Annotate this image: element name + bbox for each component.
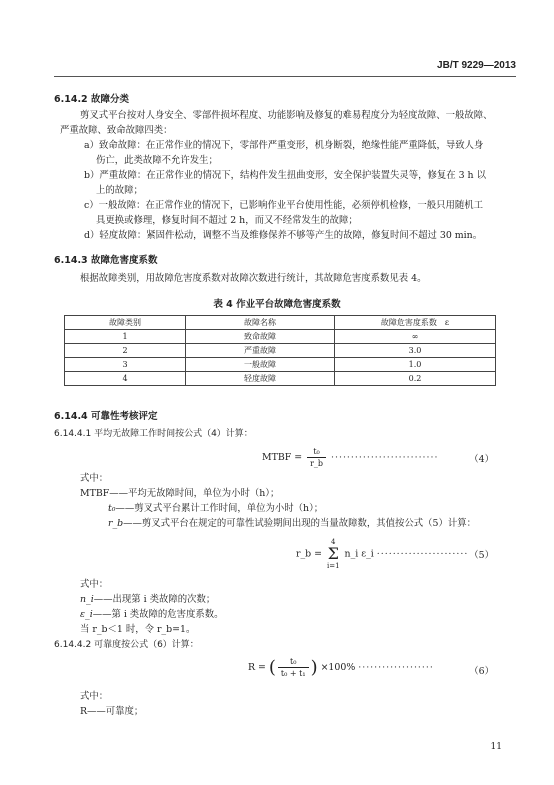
sum-upper: 4 [331, 538, 336, 546]
table-row [65, 372, 496, 386]
list-item-a: a）致命故障：在正常作业的情况下，零部件严重变形，机身断裂，绝缘性能严重降低，导致人身 [84, 140, 484, 151]
leader-dots: ··························· [331, 452, 439, 463]
table-cell: 3 [65, 358, 186, 372]
left-paren: ( [268, 657, 276, 678]
subsection-heading-6-14-4-1: 6.14.4.1 平均无故障工作时间按公式（4）计算： [54, 429, 253, 439]
formula-tail: ×100% [320, 662, 356, 673]
condition-note: 当 r_b＜1 时，令 r_b=1。 [80, 624, 196, 635]
equation-number: （6） [469, 666, 494, 677]
table-caption: 表 4 作业平台故障危害度系数 [213, 299, 341, 310]
standard-number: JB/T 9229—2013 [437, 60, 516, 71]
table-row [65, 344, 496, 358]
paragraph-line: 根据故障类别，用故障危害度系数对故障次数进行统计，其故障危害度系数见表 4。 [80, 273, 427, 284]
paragraph-line: 严重故障、致命故障四类： [60, 125, 173, 136]
leader-dots: ··················· [358, 662, 434, 673]
formula-body: n_i ε_i [344, 548, 374, 560]
fraction-numerator: t₀ [278, 656, 309, 668]
formula-fraction [307, 446, 326, 469]
table-cell: 1.0 [335, 358, 496, 372]
definition-t0 [108, 502, 323, 516]
section-heading-6-14-3: 6.14.3 故障危害度系数 [54, 255, 158, 266]
definition-mtbf: MTBF——平均无故障时间，单位为小时（h）； [80, 488, 280, 499]
equation-number: （5） [469, 550, 494, 561]
section-heading-6-14-2: 6.14.2 故障分类 [54, 94, 129, 105]
symbol-ni: n_i [80, 594, 94, 605]
page-number: 11 [490, 742, 502, 752]
list-item-c: c）一般故障：在正常作业的情况下，已影响作业平台使用性能，必须停机检修，一般只用随机工 [84, 200, 484, 211]
symbol-t0: t₀ [108, 503, 116, 514]
definition-text: ——第 i 类故障的危害度系数。 [92, 609, 224, 620]
formula-lhs: MTBF = [262, 452, 303, 463]
header-rule [54, 76, 516, 77]
table-cell: 3.0 [335, 344, 496, 358]
sum-lower: i=1 [327, 562, 340, 570]
table-cell: 0.2 [335, 372, 496, 386]
table-cell: 4 [65, 372, 186, 386]
table-cell: 致命故障 [186, 330, 335, 344]
table-cell: 轻度故障 [186, 372, 335, 386]
definition-ei [80, 608, 224, 622]
table-cell: 一般故障 [186, 358, 335, 372]
definition-r: R——可靠度； [80, 706, 144, 717]
table-cell: 1 [65, 330, 186, 344]
definition-text: ——剪叉式平台累计工作时间，单位为小时（h）； [115, 503, 324, 514]
formula-reliability [248, 656, 434, 679]
right-paren: ) [310, 657, 318, 678]
table-header-row [65, 316, 496, 330]
subsection-heading-6-14-4-2: 6.14.4.2 可靠度按公式（6）计算： [54, 640, 199, 650]
column-header: 故障类别 [65, 316, 186, 330]
fraction-denominator: t₀ + t₁ [280, 669, 306, 678]
paragraph-line: 剪叉式平台按对人身安全、零部件损坏程度、功能影响及修复的难易程度分为轻度故障、一般故障、 [80, 110, 493, 121]
formula-fraction [278, 656, 309, 679]
fraction-denominator: r_b [310, 459, 324, 468]
section-heading-6-14-4: 6.14.4 可靠性考核评定 [54, 411, 158, 422]
column-header: 故障名称 [186, 316, 335, 330]
formula-mtbf [262, 446, 438, 469]
table-row [65, 330, 496, 344]
list-item-b-cont: 上的故障； [96, 185, 143, 196]
fault-coefficient-table [64, 315, 496, 386]
formula-rb [296, 538, 468, 570]
equation-number: （4） [469, 454, 494, 465]
list-item-a-cont: 伤亡，此类故障不允许发生； [96, 155, 218, 166]
table-cell: 严重故障 [186, 344, 335, 358]
formula-lhs: r_b = [296, 548, 323, 560]
summation-symbol [327, 538, 340, 570]
formula-lhs: R = [248, 662, 266, 673]
table-cell: 2 [65, 344, 186, 358]
list-item-b: b）严重故障：在正常作业的情况下，结构件发生扭曲变形，安全保护装置失灵等，修复在 3 h 以 [84, 170, 486, 181]
fraction-numerator: t₀ [307, 446, 326, 458]
column-header: 故障危害度系数 ε [335, 316, 496, 330]
leader-dots: ······················· [376, 548, 469, 560]
definition-rb [108, 517, 476, 531]
sigma-glyph: Σ [327, 544, 339, 563]
where-label: 式中： [80, 473, 109, 484]
list-item-d: d）轻度故障：紧固件松动，调整不当及维修保养不够等产生的故障，修复时间不超过 30 min。 [84, 230, 483, 241]
definition-text: ——出现第 i 类故障的次数； [93, 594, 216, 605]
table-cell: ∞ [335, 330, 496, 344]
definition-ni [80, 593, 215, 607]
symbol-ei: ε_i [80, 609, 93, 620]
where-label: 式中： [80, 691, 109, 702]
list-item-c-cont: 具更换或修理，修复时间不超过 2 h，而又不经常发生的故障； [96, 215, 358, 226]
where-label: 式中： [80, 579, 109, 590]
symbol-rb: r_b [108, 518, 124, 529]
definition-text: ——剪叉式平台在规定的可靠性试验期间出现的当量故障数，其值按公式（5）计算： [123, 518, 477, 529]
table-row [65, 358, 496, 372]
